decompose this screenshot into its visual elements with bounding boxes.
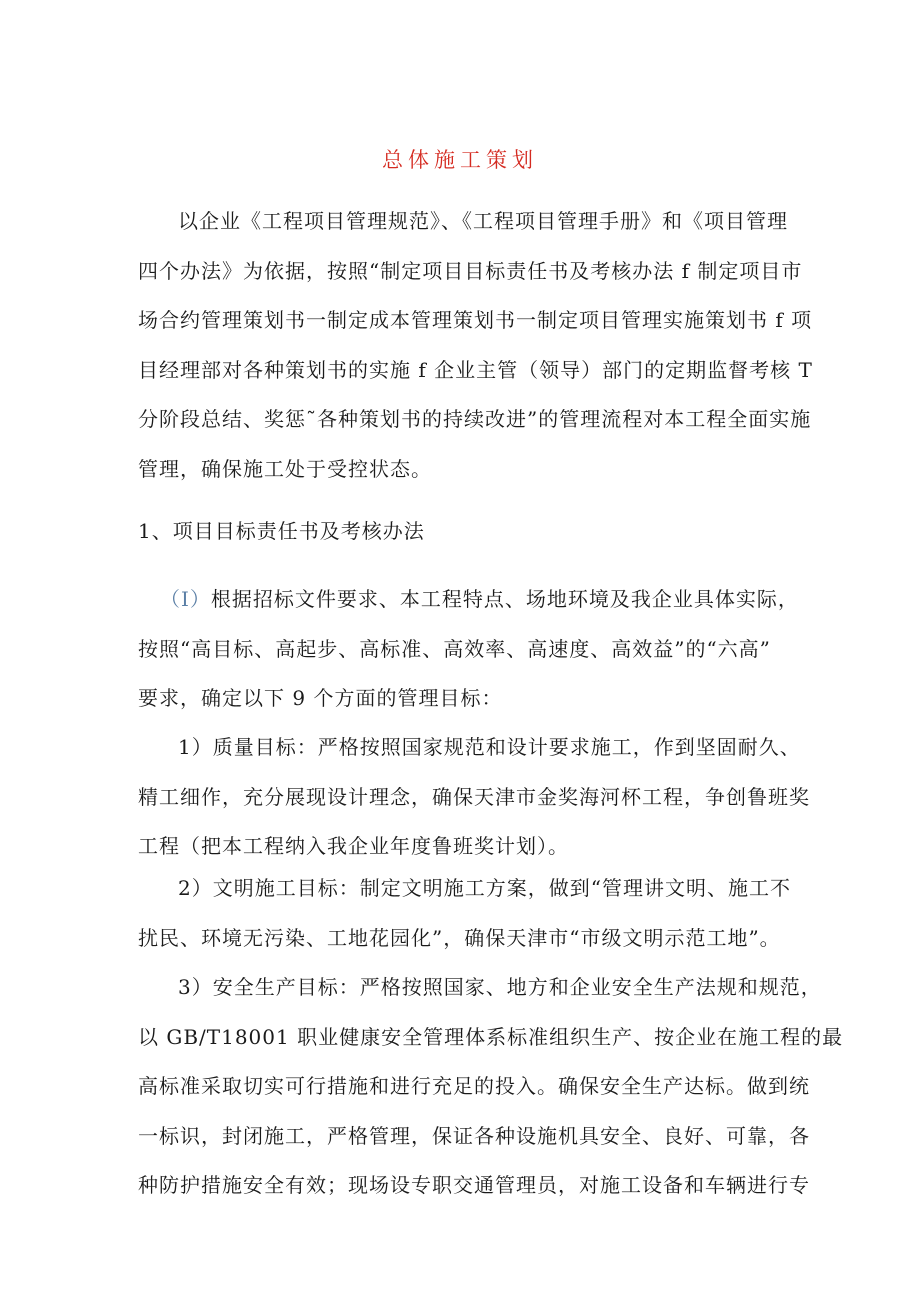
section-heading: 1、项目目标责任书及考核办法 [138, 519, 425, 543]
text-line: 精工细作，充分展现设计理念，确保天津市金奖海河杯工程，争创鲁班奖 [138, 784, 810, 809]
text-line: 高标准采取切实可行措施和进行充足的投入。确保安全生产达标。做到统 [138, 1074, 810, 1098]
item-text: 根据招标文件要求、本工程特点、场地环境及我企业具体实际， [210, 587, 799, 611]
text-line: 2）文明施工目标：制定文明施工方案，做到“管理讲文明、施工不 [178, 876, 791, 900]
text-line: 扰民、环境无污染、工地花园化”，确保天津市“市级文明示范工地”。 [138, 925, 781, 950]
text-line: 四个办法》为依据，按照“制定项目目标责任书及考核办法 f 制定项目市 [138, 258, 803, 283]
item-marker: （I） [160, 587, 211, 611]
text-line: 1）质量目标：严格按照国家规范和设计要求施工，作到坚固耐久、 [178, 735, 801, 759]
text-line: 按照“高目标、高起步、高标准、高效率、高速度、高效益”的“六高” [138, 636, 771, 661]
text-line [138, 575, 799, 625]
text-line: 3）安全生产目标：严格按照国家、地方和企业安全生产法规和规范， [178, 975, 822, 999]
text-line: 目经理部对各种策划书的实施 f 企业主管（领导）部门的定期监督考核 T [138, 357, 813, 382]
goal-1-paragraph [138, 723, 810, 872]
text-line: 要求，确定以下 9 个方面的管理目标： [138, 686, 503, 710]
text-line: 一标识，封闭施工，严格管理，保证各种设施机具安全、良好、可靠，各 [138, 1123, 810, 1148]
goal-2-paragraph [138, 864, 791, 963]
intro-paragraph [138, 197, 813, 494]
item-1-paragraph [138, 575, 799, 724]
page-title: 总体施工策划 [382, 148, 538, 172]
text-line: 种防护措施安全有效；现场设专职交通管理员，对施工设备和车辆进行专 [138, 1173, 810, 1197]
text-line: 分阶段总结、奖惩˜各种策划书的持续改进”的管理流程对本工程全面实施 [138, 407, 812, 431]
text-line: 工程（把本工程纳入我企业年度鲁班奖计划）。 [138, 834, 569, 858]
text-line: 以 GB/T18001 职业健康安全管理体系标准组织生产、按企业在施工程的最 [138, 1024, 844, 1049]
text-line: 以企业《工程项目管理规范》、《工程项目管理手册》和《项目管理 [178, 209, 788, 233]
text-line: 管理，确保施工处于受控状态。 [138, 456, 432, 481]
text-line: 场合约管理策划书一制定成本管理策划书一制定项目管理实施策划书 f 项 [138, 308, 813, 332]
goal-3-paragraph [138, 963, 844, 1211]
